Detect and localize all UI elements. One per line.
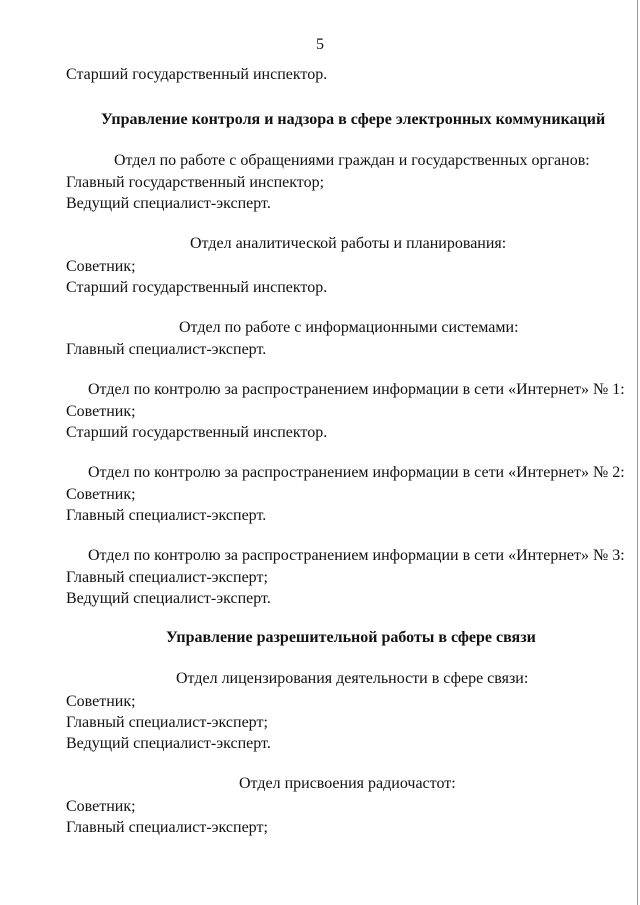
position-adviser: Советник; bbox=[66, 798, 136, 815]
position-senior-state-inspector: Старший государственный инспектор. bbox=[66, 279, 328, 296]
department-internet-control-1-title: Отдел по контролю за распространением информации в сети «Интернет» № 1: bbox=[88, 381, 625, 398]
section-heading-licensing: Управление разрешительной работы в сфере связи bbox=[166, 629, 536, 646]
position-adviser: Советник; bbox=[66, 403, 136, 420]
position-chief-specialist-expert: Главный специалист-эксперт. bbox=[66, 341, 267, 358]
department-internet-control-3-title: Отдел по контролю за распространением информации в сети «Интернет» № 3: bbox=[88, 547, 625, 564]
position-senior-state-inspector: Старший государственный инспектор. bbox=[66, 424, 328, 441]
department-information-systems-title: Отдел по работе с информационными системами: bbox=[179, 319, 519, 336]
department-internet-control-2-title: Отдел по контролю за распространением информации в сети «Интернет» № 2: bbox=[88, 464, 625, 481]
page-number: 5 bbox=[316, 36, 324, 53]
position-leading-specialist-expert: Ведущий специалист-эксперт. bbox=[66, 590, 271, 607]
position-leading-specialist-expert: Ведущий специалист-эксперт. bbox=[66, 735, 271, 752]
department-appeals-title: Отдел по работе с обращениями граждан и государственных органов: bbox=[114, 152, 590, 169]
position-chief-specialist-expert: Главный специалист-эксперт. bbox=[66, 507, 267, 524]
position-chief-state-inspector: Главный государственный инспектор; bbox=[66, 174, 325, 191]
position-chief-specialist-expert: Главный специалист-эксперт; bbox=[66, 714, 268, 731]
position-senior-state-inspector: Старший государственный инспектор. bbox=[66, 66, 328, 83]
department-radio-frequencies-title: Отдел присвоения радиочастот: bbox=[239, 775, 456, 792]
department-analytics-title: Отдел аналитической работы и планирования: bbox=[190, 235, 507, 252]
page-edge bbox=[637, 0, 638, 905]
position-chief-specialist-expert: Главный специалист-эксперт; bbox=[66, 819, 268, 836]
position-adviser: Советник; bbox=[66, 693, 136, 710]
section-heading-electronic-communications: Управление контроля и надзора в сфере электронных коммуникаций bbox=[101, 111, 606, 128]
position-chief-specialist-expert: Главный специалист-эксперт; bbox=[66, 569, 268, 586]
position-leading-specialist-expert: Ведущий специалист-эксперт. bbox=[66, 195, 271, 212]
department-licensing-title: Отдел лицензирования деятельности в сфере связи: bbox=[176, 670, 529, 687]
position-adviser: Советник; bbox=[66, 486, 136, 503]
position-adviser: Советник; bbox=[66, 258, 136, 275]
